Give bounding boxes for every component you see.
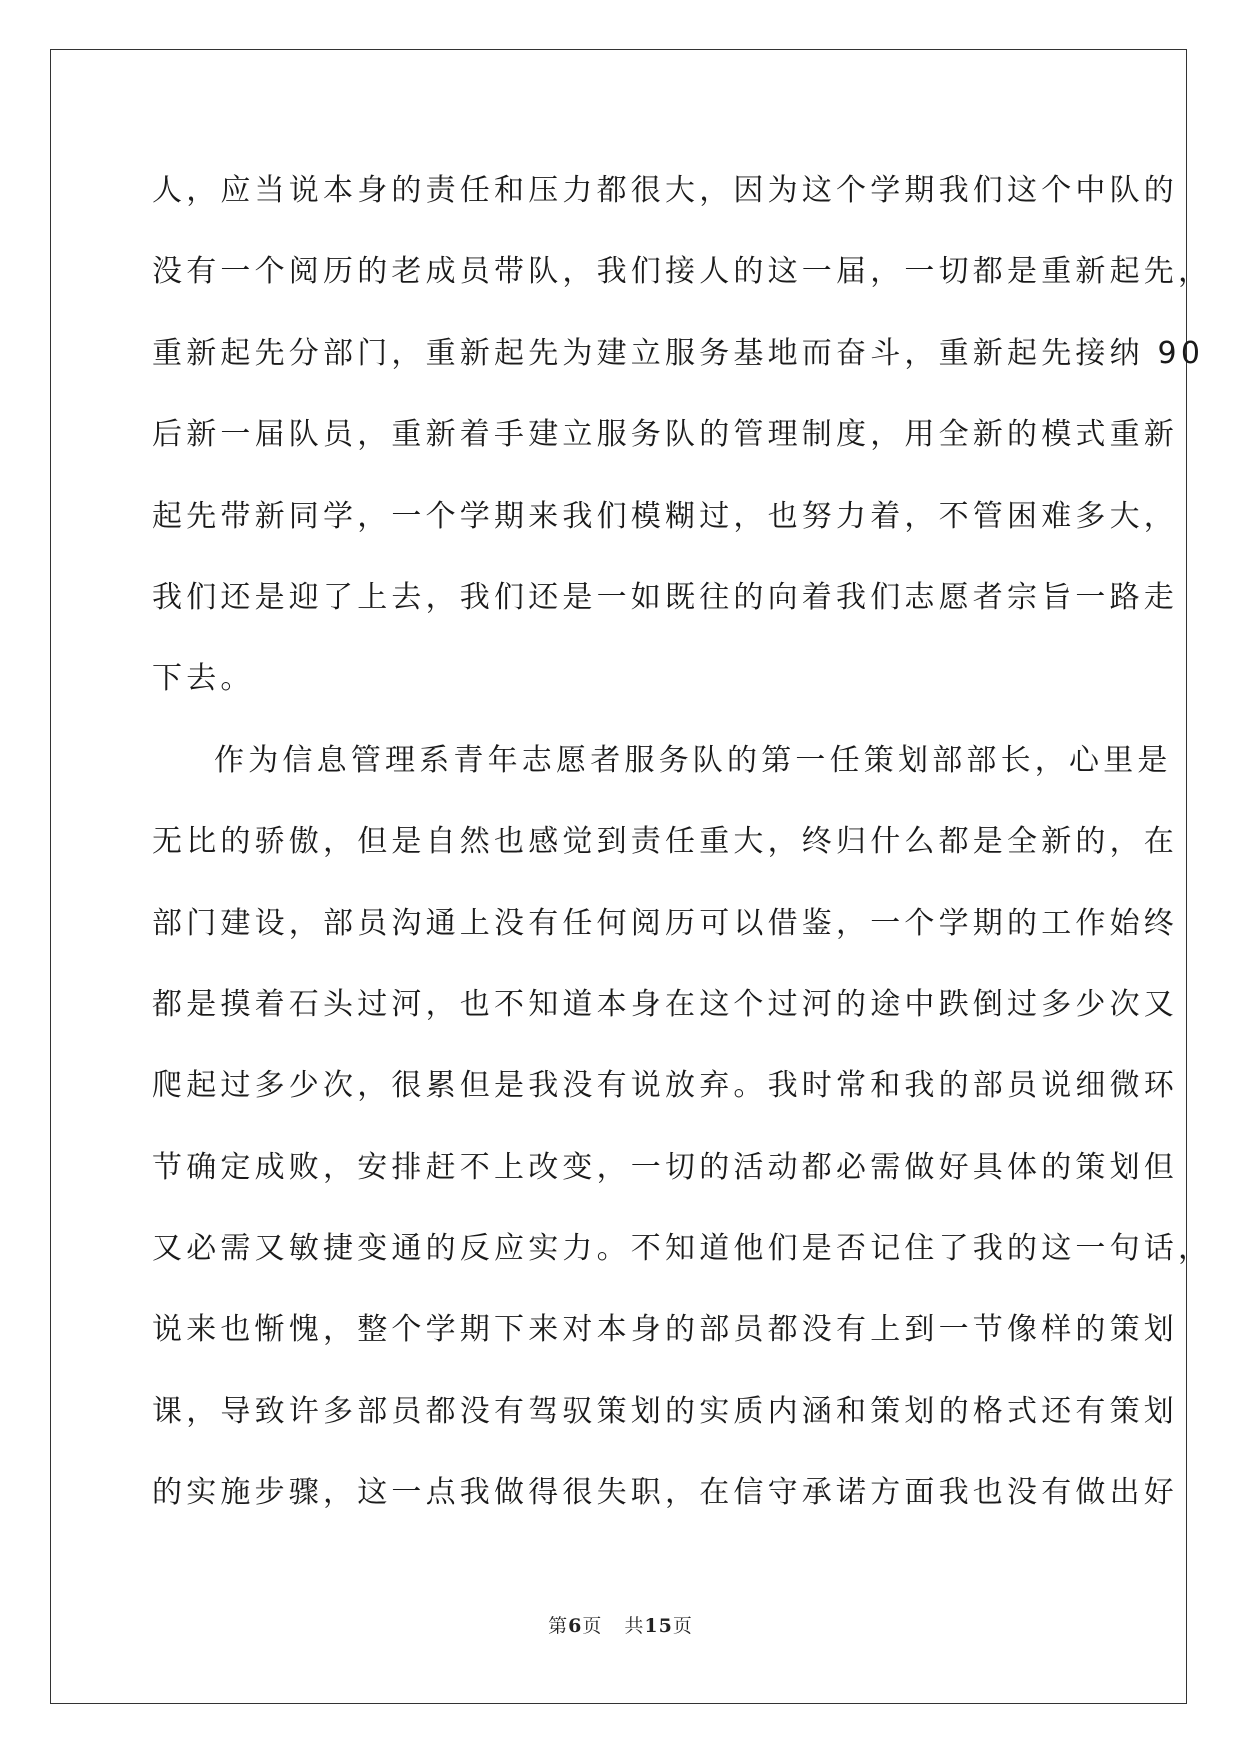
page-footer [0, 1611, 1241, 1638]
text-line: 下去。 [152, 661, 255, 697]
footer-total-suffix: 页 [672, 1615, 693, 1637]
text-line: 起先带新同学，一个学期来我们模糊过，也努力着，不管困难多大， [152, 498, 1178, 534]
text-line: 部门建设，部员沟通上没有任何阅历可以借鉴，一个学期的工作始终 [152, 905, 1178, 941]
text-line: 又必需又敏捷变通的反应实力。不知道他们是否记住了我的这一句话， [152, 1231, 1213, 1267]
text-line: 的实施步骤，这一点我做得很失职，在信守承诺方面我也没有做出好 [152, 1475, 1178, 1511]
text-line: 节确定成败，安排赶不上改变，一切的活动都必需做好具体的策划但 [152, 1149, 1178, 1185]
text-line: 无比的骄傲，但是自然也感觉到责任重大，终归什么都是全新的，在 [152, 824, 1178, 860]
text-line: 说来也惭愧，整个学期下来对本身的部员都没有上到一节像样的策划 [152, 1312, 1178, 1348]
text-line-indented: 作为信息管理系青年志愿者服务队的第一任策划部部长，心里是 [214, 742, 1172, 778]
text-line: 都是摸着石头过河，也不知道本身在这个过河的途中跌倒过多少次又 [152, 986, 1178, 1022]
footer-page-prefix: 第 [548, 1615, 569, 1637]
document-body [152, 160, 1213, 1544]
footer-total-prefix: 共 [624, 1615, 645, 1637]
text-line: 我们还是迎了上去，我们还是一如既往的向着我们志愿者宗旨一路走 [152, 579, 1178, 615]
text-line: 重新起先分部门，重新起先为建立服务基地而奋斗，重新起先接纳 90 [152, 335, 1205, 371]
footer-page-number: 6 [568, 1615, 583, 1637]
text-line: 后新一届队员，重新着手建立服务队的管理制度，用全新的模式重新 [152, 417, 1178, 453]
text-line: 爬起过多少次，很累但是我没有说放弃。我时常和我的部员说细微环 [152, 1068, 1178, 1104]
text-line: 没有一个阅历的老成员带队，我们接人的这一届，一切都是重新起先， [152, 254, 1213, 290]
footer-page-suffix: 页 [582, 1615, 603, 1637]
footer-total-pages: 15 [644, 1615, 673, 1637]
text-line: 人，应当说本身的责任和压力都很大，因为这个学期我们这个中队的 [152, 173, 1178, 208]
text-line: 课，导致许多部员都没有驾驭策划的实质内涵和策划的格式还有策划 [152, 1393, 1178, 1429]
